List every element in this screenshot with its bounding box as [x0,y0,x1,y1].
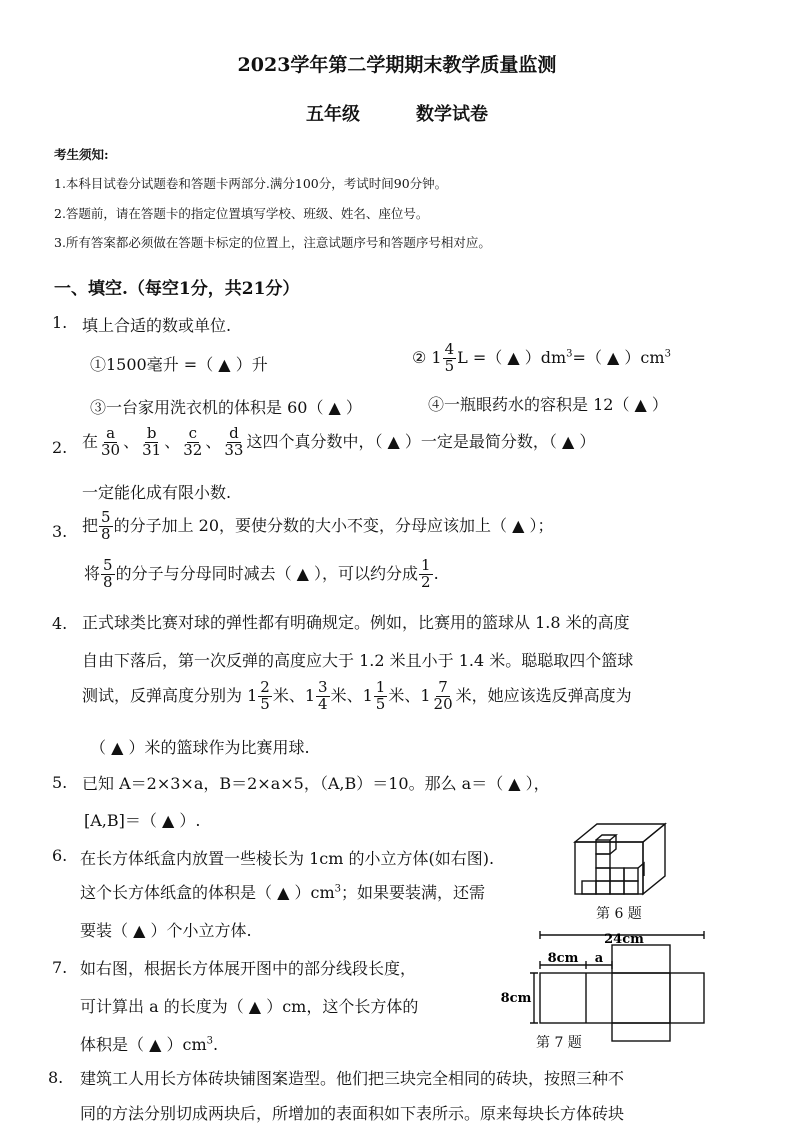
q4-line3: 测试，反弹高度分别为 1 $\frac{2}{5}$ 米、1 $\frac{3}{4}$ 米、1 $\frac{1}{5}$ 米、1 $\frac{7}{20}$ 米，她应该选反弹高度为 [82,678,632,713]
q7-line2: 可计算出 a 的长度为（ ▲ ）cm，这个长方体的 [80,997,419,1016]
q6-line3: 要装（ ▲ ）个小立方体. [80,921,252,940]
subject-label: 数学试卷 [416,104,488,125]
q7-dim-a: a [594,951,604,966]
exam-title: 2023学年第二学期期末教学质量监测 [237,54,557,76]
q8-number: 8. [48,1068,64,1087]
q5-line1: 已知 A＝2×3×a，B＝2×a×5，（A,B）＝10。那么 a＝（ ▲ ）， [82,774,550,793]
q6-line2: 这个长方体纸盒的体积是（ ▲ ）$cm^3$；如果要装满，还需 [80,883,486,902]
q6-box-figure [572,820,670,898]
grade-label: 五年级 [306,104,360,125]
q2-line1: 在 $\frac{a}{30}$ 、 $\frac{b}{31}$ 、 $\frac{c}{32}$ 、 $\frac{d}{33}$ 这四个真分数中，（ ▲ ）一定是最简分数，（ ▲ ） [82,424,596,459]
q1-part4: ④一瓶眼药水的容积是 12（ ▲ ） [428,395,668,414]
q1-part3: ③一台家用洗衣机的体积是 60（ ▲ ） [90,398,362,417]
q1-number: 1. [52,313,68,332]
notice-item-3: 3.所有答案都必须做在答题卡标定的位置上，注意试题序号和答题序号相对应。 [54,235,491,250]
q4-number: 4. [52,614,68,633]
q8-line2: 同的方法分别切成两块后，所增加的表面积如下表所示。原来每块长方体砖块 [80,1104,625,1123]
q7-dim-width: 8cm [547,951,579,966]
q5-line2: [A,B]＝（ ▲ ）. [84,811,201,830]
notice-item-1: 1.本科目试卷分试题卷和答题卡两部分.满分100分，考试时间90分钟。 [54,176,448,191]
exam-subtitle [0,100,794,126]
q7-line3: 体积是（ ▲ ）$cm^3$. [80,1035,219,1054]
q7-line1: 如右图，根据长方体展开图中的部分线段长度， [80,959,417,978]
q7-number: 7. [52,958,68,977]
q5-number: 5. [52,773,68,792]
q2-line2: 一定能化成有限小数. [82,483,232,502]
q6-number: 6. [52,846,68,865]
q1-part1: ①1500毫升 =（ ▲ ）升 [90,355,268,374]
q1-part2: ② 1 $\frac{4}{5}$ L =（ ▲ ）$dm^3=$（ ▲ ）$cm^3$ [412,340,671,375]
q1-stem: 填上合适的数或单位. [82,316,232,335]
q3-line2: 将 $\frac{5}{8}$ 的分子与分母同时减去（ ▲ ），可以约分成 $\frac{1}{2}$ . [84,556,439,591]
q6-caption: 第 6 题 [596,906,642,922]
q8-line1: 建筑工人用长方体砖块铺图案造型。他们把三块完全相同的砖块，按照三种不 [80,1069,625,1088]
q3-line1: 把 $\frac{5}{8}$ 的分子加上 20，要使分数的大小不变，分母应该加上（ ▲ ）； [82,508,554,543]
q4-line4: （ ▲ ）米的篮球作为比赛用球. [90,738,310,757]
q2-number: 2. [52,438,68,457]
q7-net-figure [500,925,710,1050]
q3-number: 3. [52,522,68,541]
q7-dim-height: 8cm [500,991,532,1006]
q6-line1: 在长方体纸盒内放置一些棱长为 1cm 的小立方体(如右图). [80,849,495,868]
notice-heading: 考生须知: [54,147,109,162]
q4-line2: 自由下落后，第一次反弹的高度应大于 1.2 米且小于 1.4 米。聪聪取四个篮球 [82,651,634,670]
q7-dim-total: 24cm [604,932,644,947]
section-heading: 一、填空.（每空1分，共21分） [54,279,300,299]
notice-item-2: 2.答题前，请在答题卡的指定位置填写学校、班级、姓名、座位号。 [54,206,429,221]
q4-line1: 正式球类比赛对球的弹性都有明确规定。例如，比赛用的篮球从 1.8 米的高度 [82,613,630,632]
q7-caption: 第 7 题 [536,1035,582,1051]
